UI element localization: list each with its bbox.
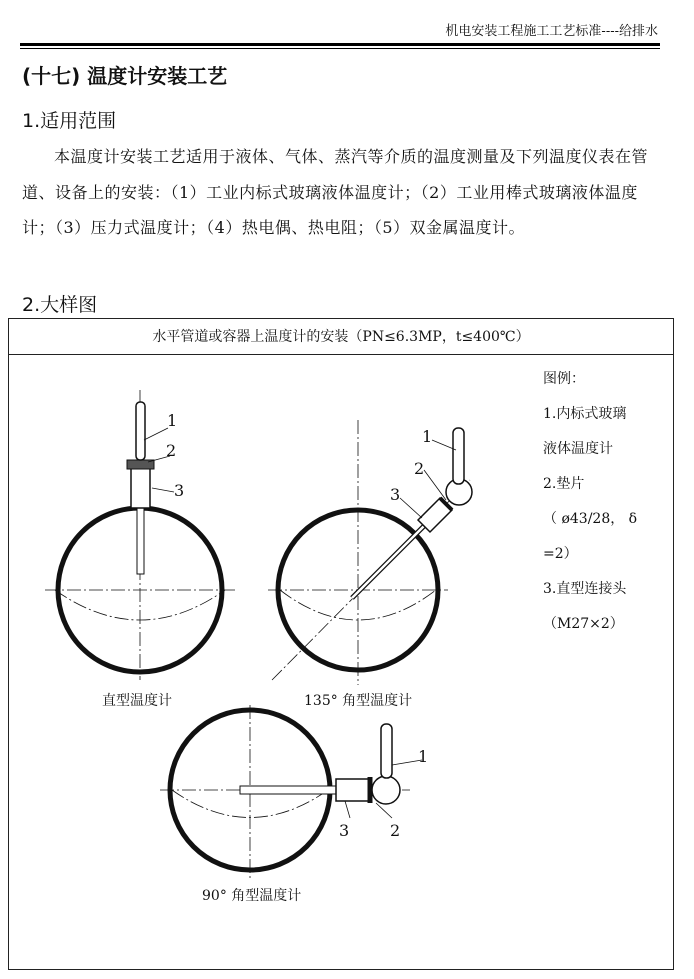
callout-1: 1 [418, 747, 429, 766]
legend-line: （M27×2） [543, 616, 624, 632]
angle90-thermometer-diagram [160, 705, 422, 880]
figure-title: 水平管道或容器上温度计的安装（PN≤6.3MP，t≤400℃） [9, 319, 673, 355]
diagram-callouts [390, 427, 432, 504]
callout-1: 1 [422, 427, 433, 446]
section-title: (十七) 温度计安装工艺 [22, 64, 228, 88]
callout-3: 3 [339, 821, 350, 840]
running-header: 机电安装工程施工工艺标准----给排水 [445, 24, 658, 39]
legend-line: =2） [543, 546, 578, 562]
legend-line: 3.直型连接头 [543, 581, 627, 597]
legend-line: 2.垫片 [543, 476, 585, 492]
callout-2: 2 [414, 459, 425, 478]
callout-2: 2 [166, 441, 177, 460]
callout-3: 3 [390, 485, 401, 504]
callout-3: 3 [174, 481, 185, 500]
legend-line: 图例： [543, 371, 585, 387]
caption-angle135: 135° 角型温度计 [304, 693, 413, 709]
angle135-thermometer-diagram [268, 420, 472, 685]
callout-2: 2 [390, 821, 401, 840]
diagram-callouts [166, 411, 184, 500]
straight-thermometer-diagram [45, 390, 235, 680]
legend-line: 液体温度计 [543, 441, 613, 457]
detail-heading: 2.大样图 [22, 294, 98, 316]
caption-straight: 直型温度计 [102, 693, 172, 709]
legend-line: 1.内标式玻璃 [543, 406, 627, 422]
scope-heading: 1.适用范围 [22, 110, 117, 132]
callout-1: 1 [167, 411, 178, 430]
scope-paragraph: 本温度计安装工艺适用于液体、气体、蒸汽等介质的温度测量及下列温度仪表在管道、设备上的安装：（1）工业内标式玻璃液体温度计；（2）工业用棒式玻璃液体温度计；（3）压力式温度计；（4）热电偶、热电阻；（5）双金属温度计。 [22, 147, 649, 237]
legend-line: （ ø43/28， δ [543, 511, 638, 527]
caption-angle90: 90° 角型温度计 [202, 888, 302, 904]
